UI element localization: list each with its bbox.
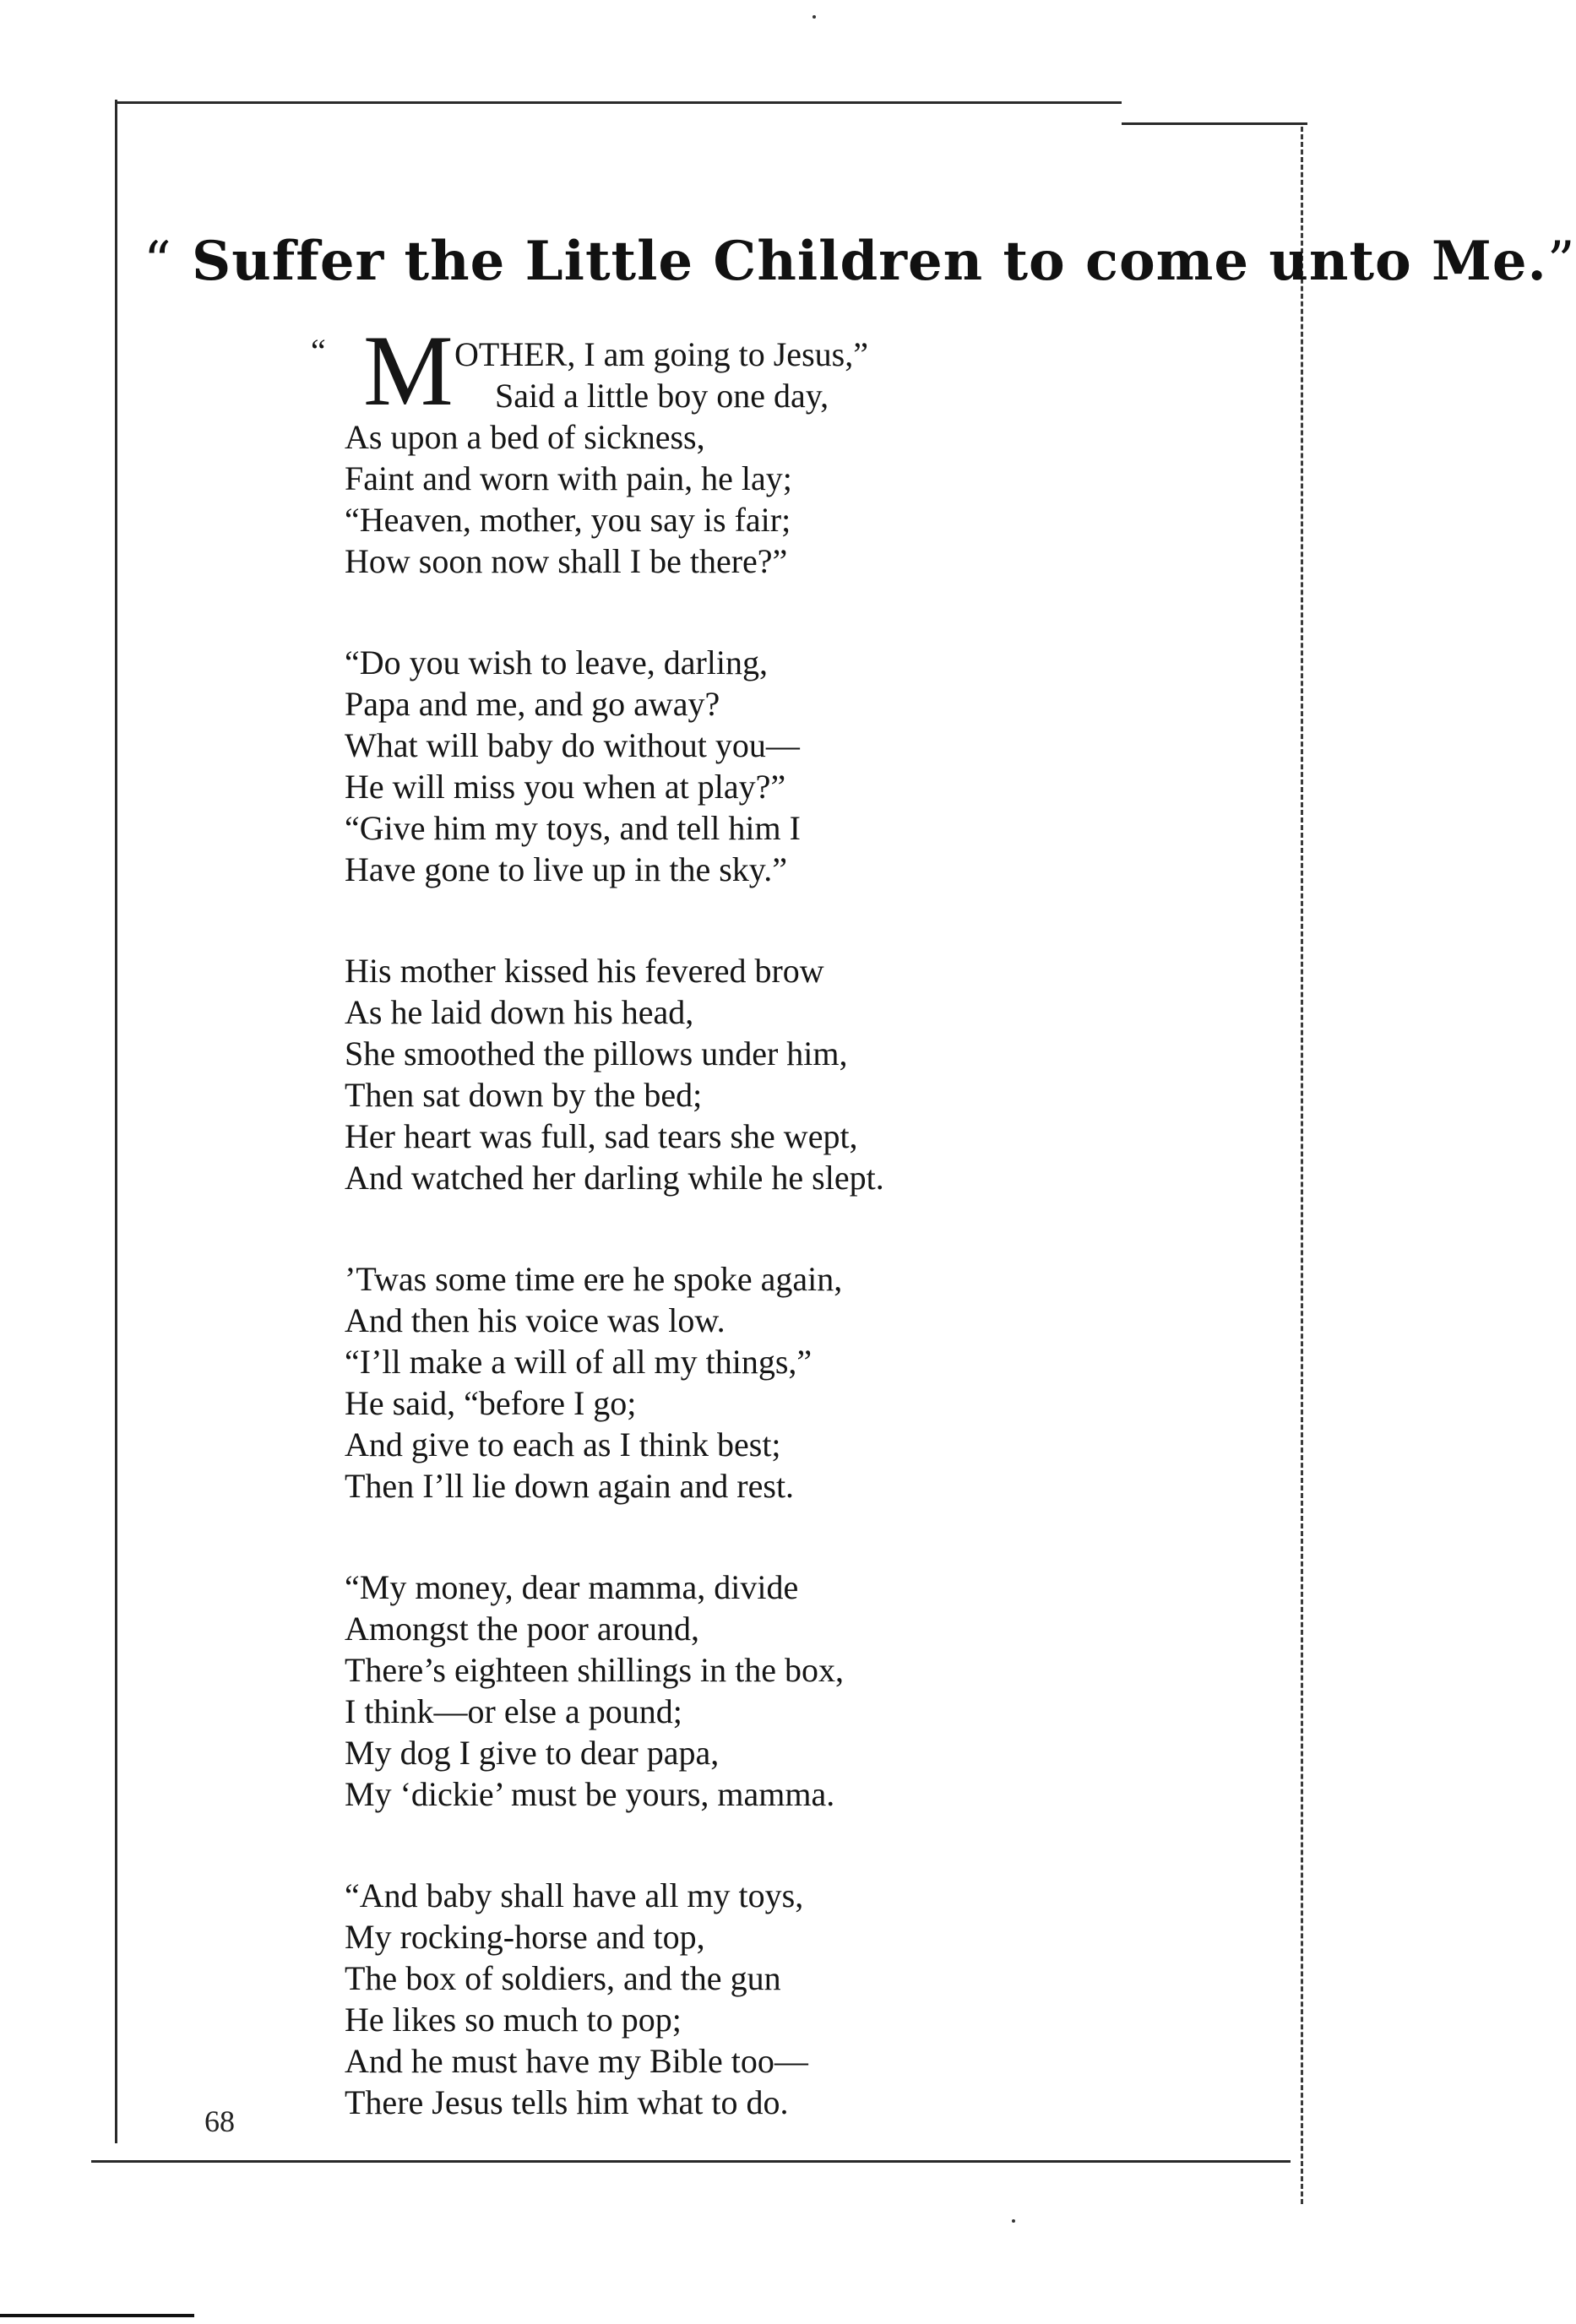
poem-line: Amongst the poor around, xyxy=(345,1610,699,1648)
title-open-quote: “ xyxy=(144,231,172,293)
poem-line: She smoothed the pillows under him, xyxy=(345,1034,848,1072)
poem-line: Then sat down by the bed; xyxy=(345,1076,703,1114)
poem-line: “Do you wish to leave, darling, xyxy=(345,643,768,681)
print-speck xyxy=(1012,2219,1015,2223)
poem-line: His mother kissed his fevered brow xyxy=(345,952,824,990)
poem-line: How soon now shall I be there?” xyxy=(345,542,788,580)
poem-line: As he laid down his head, xyxy=(345,993,694,1031)
poem-line: Said a little boy one day, xyxy=(495,377,829,415)
poem-line: My rocking-horse and top, xyxy=(345,1918,705,1956)
first-line-small-caps: OTHER, xyxy=(454,335,576,373)
poem-line: “Give him my toys, and tell him I xyxy=(345,809,801,847)
poem-line: “I’ll make a will of all my things,” xyxy=(345,1343,812,1381)
page-frame-top-rule-right xyxy=(1122,122,1307,125)
poem-title xyxy=(144,228,1576,296)
drop-cap-letter: M xyxy=(363,314,454,426)
poem-line: He likes so much to pop; xyxy=(345,2001,682,2039)
poem-line: And watched her darling while he slept. xyxy=(345,1159,884,1197)
stanza-1 xyxy=(311,314,1105,582)
poem-line: The box of soldiers, and the gun xyxy=(345,1959,781,1997)
stanza-4 xyxy=(345,1258,1105,1507)
poem-line: Papa and me, and go away? xyxy=(345,685,720,723)
poem-line: What will baby do without you— xyxy=(345,726,800,764)
poem-line: Have gone to live up in the sky.” xyxy=(345,850,787,888)
poem-line: He said, “before I go; xyxy=(345,1384,637,1422)
poem-body xyxy=(311,314,1105,2183)
print-speck xyxy=(812,15,816,19)
poem-line: There Jesus tells him what to do. xyxy=(345,2083,789,2121)
poem-line: There’s eighteen shillings in the box, xyxy=(345,1651,844,1689)
first-line-open-quote: “ xyxy=(311,332,326,370)
poem-line: And he must have my Bible too— xyxy=(345,2042,808,2080)
poem-line: And give to each as I think best; xyxy=(345,1425,781,1463)
poem-line: As upon a bed of sickness, xyxy=(345,418,705,456)
poem-line: And then his voice was low. xyxy=(345,1301,726,1339)
stanza-3 xyxy=(345,950,1105,1198)
first-line-rest: I am going to Jesus,” xyxy=(575,335,868,373)
poem-line: ’Twas some time ere he spoke again, xyxy=(345,1260,843,1298)
title-text: Suffer the Little Children to come unto Me. xyxy=(192,230,1547,293)
page-frame-top-rule xyxy=(117,101,1122,104)
page-edge-bottom-rule xyxy=(0,2314,194,2317)
page-frame-right-rule xyxy=(1301,127,1303,2204)
stanza-5 xyxy=(345,1567,1105,1815)
poem-line: He will miss you when at play?” xyxy=(345,768,786,806)
poem-line: My ‘dickie’ must be yours, mamma. xyxy=(345,1775,835,1813)
poem-line: “Heaven, mother, you say is fair; xyxy=(345,501,791,539)
poem-line: “And baby shall have all my toys, xyxy=(345,1876,804,1914)
poem-line: “My money, dear mamma, divide xyxy=(345,1568,799,1606)
poem-line: Then I’ll lie down again and rest. xyxy=(345,1467,795,1505)
poem-line: My dog I give to dear papa, xyxy=(345,1734,720,1772)
poem-line: Her heart was full, sad tears she wept, xyxy=(345,1117,858,1155)
page-frame-left-rule xyxy=(115,100,117,2143)
page-number: 68 xyxy=(204,2104,235,2138)
title-close-quote: ” xyxy=(1546,231,1576,293)
stanza-2 xyxy=(345,642,1105,890)
poem-line: I think—or else a pound; xyxy=(345,1692,682,1730)
poem-line: Faint and worn with pain, he lay; xyxy=(345,459,792,497)
stanza-6 xyxy=(345,1875,1105,2123)
